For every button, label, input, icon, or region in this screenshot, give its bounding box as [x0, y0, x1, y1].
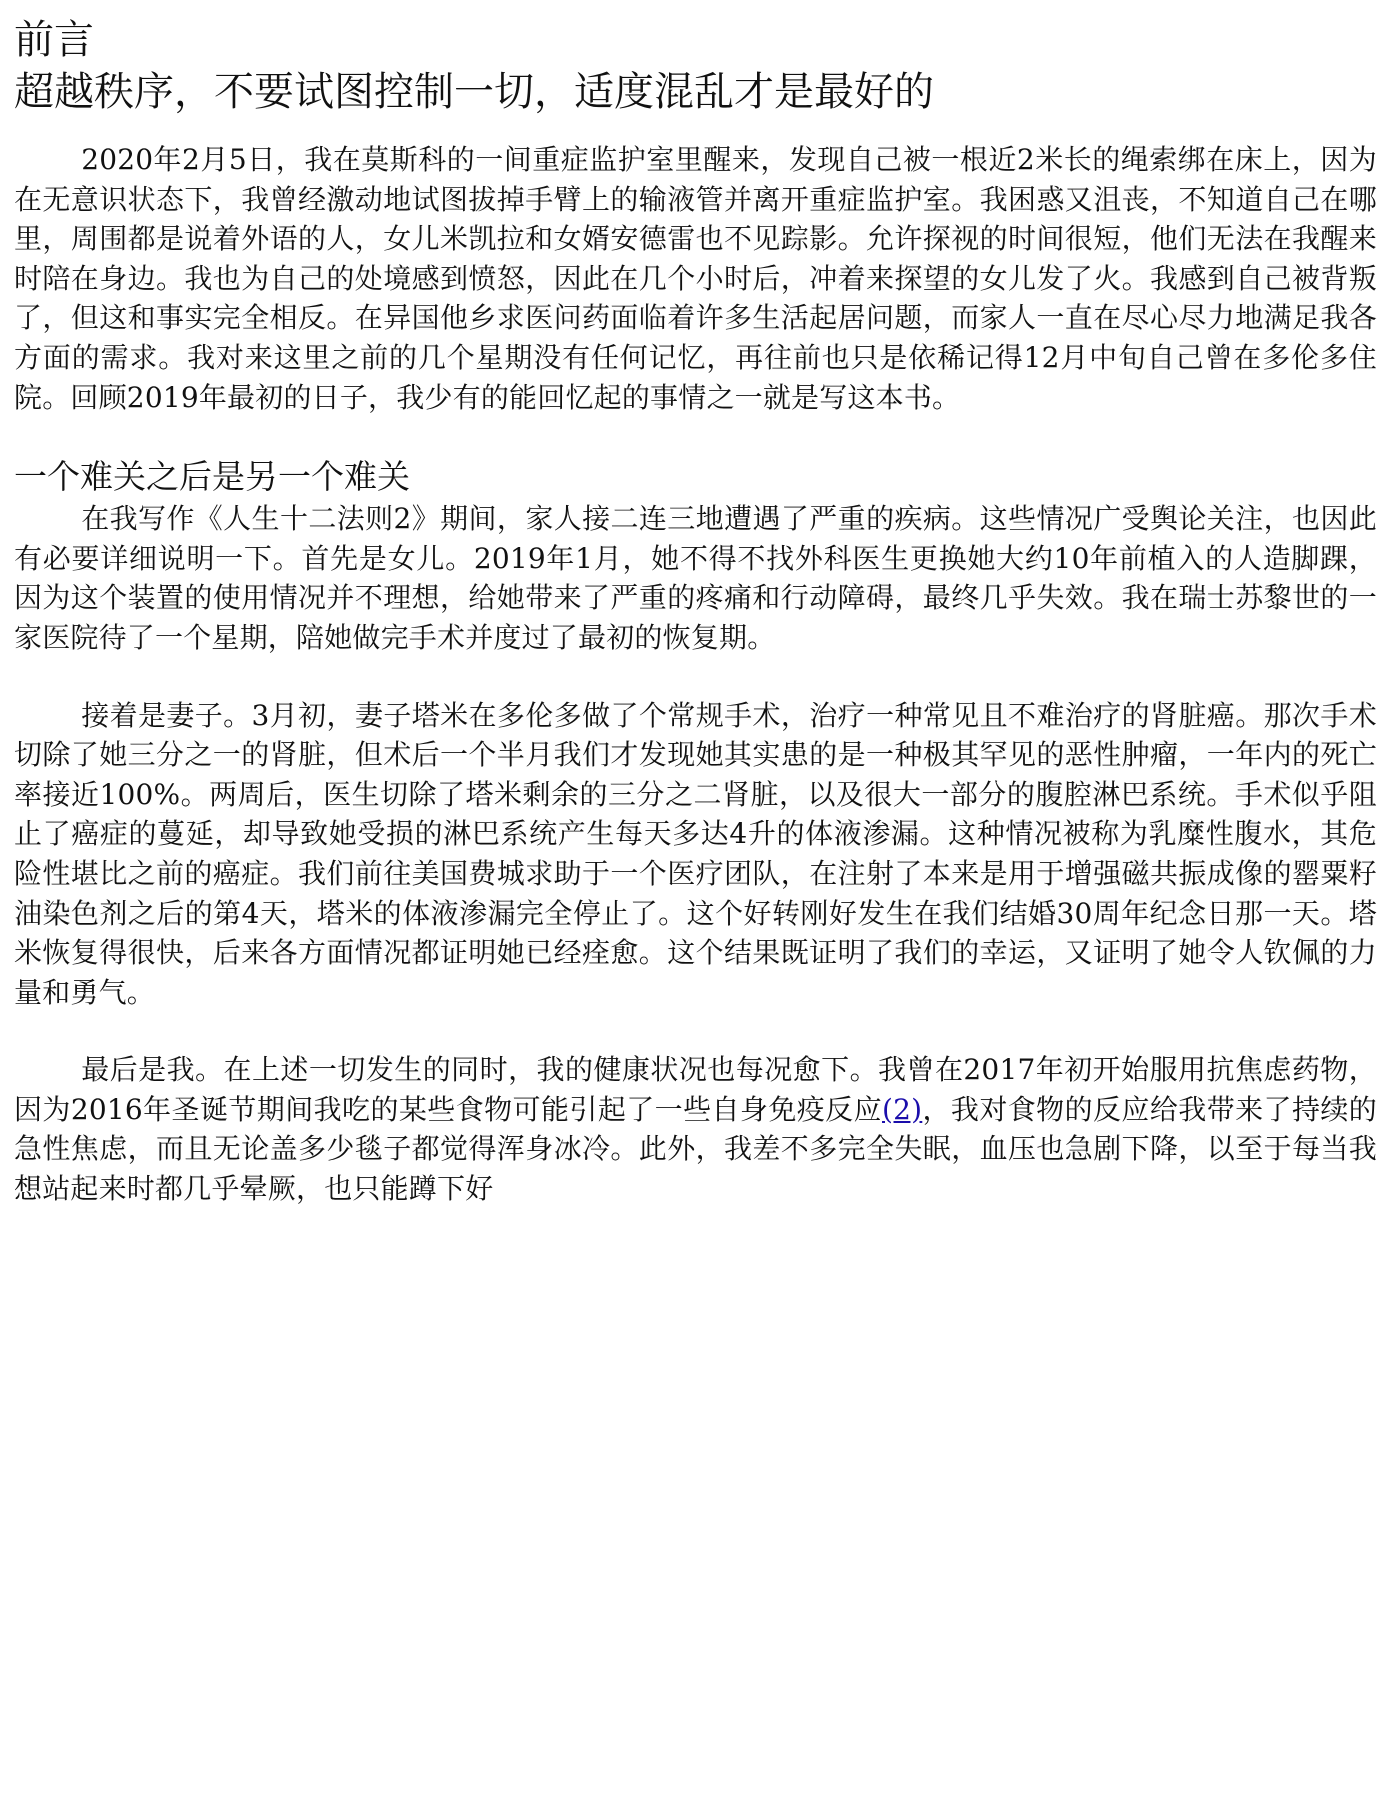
paragraph-4-text-start: 最后是我。在上述一切发生的同时，我的健康状况也每况愈下。我曾在2017年初开始服用抗焦虑药物，因为2016年圣诞节期间我吃的某些食物可能引起了一些自身免疫反应 [14, 1053, 1377, 1126]
paragraph-3: 接着是妻子。3月初，妻子塔米在多伦多做了个常规手术，治疗一种常见且不难治疗的肾脏癌。那次手术切除了她三分之一的肾脏，但术后一个半月我们才发现她其实患的是一种极其罕见的恶性肿瘤，一年内的死亡率接近100%。两周后，医生切除了塔米剩余的三分之二肾脏，以及很大一部分的腹腔淋巴系统。手术似乎阻止了癌症的蔓延，却导致她受损的淋巴系统产生每天多达4升的体液渗漏。这种情况被称为乳糜性腹水，其危险性堪比之前的癌症。我们前往美国费城求助于一个医疗团队，在注射了本来是用于增强磁共振成像的罂粟籽油染色剂之后的第4天，塔米的体液渗漏完全停止了。这个好转刚好发生在我们结婚30周年纪念日那一天。塔米恢复得很快，后来各方面情况都证明她已经痊愈。这个结果既证明了我们的幸运，又证明了她令人钦佩的力量和勇气。 [14, 698, 1377, 1009]
paragraph-1: 2020年2月5日，我在莫斯科的一间重症监护室里醒来，发现自己被一根近2米长的绳索绑在床上，因为在无意识状态下，我曾经激动地试图拔掉手臂上的输液管并离开重症监护室。我困惑又沮丧，不知道自己在哪里，周围都是说着外语的人，女儿米凯拉和女婿安德雷也不见踪影。允许探视的时间很短，他们无法在我醒来时陪在身边。我也为自己的处境感到愤怒，因此在几个小时后，冲着来探望的女儿发了火。我感到自己被背叛了，但这和事实完全相反。在异国他乡求医问药面临着许多生活起居问题，而家人一直在尽心尽力地满足我各方面的需求。我对来这里之前的几个星期没有任何记忆，再往前也只是依稀记得12月中旬自己曾在多伦多住院。回顾2019年最初的日子，我少有的能回忆起的事情之一就是写这本书。 [14, 143, 1377, 414]
paragraph-4 [14, 1050, 1377, 1208]
paragraph-2: 在我写作《人生十二法则2》期间，家人接二连三地遭遇了严重的疾病。这些情况广受舆论关注，也因此有必要详细说明一下。首先是女儿。2019年1月，她不得不找外科医生更换她大约10年前植入的人造脚踝，因为这个装置的使用情况并不理想，给她带来了严重的疼痛和行动障碍，最终几乎失效。我在瑞士苏黎世的一家医院待了一个星期，陪她做完手术并度过了最初的恢复期。 [14, 502, 1377, 654]
section-heading: 一个难关之后是另一个难关 [14, 457, 410, 497]
chapter-title: 超越秩序，不要试图控制一切，适度混乱才是最好的 [14, 69, 934, 115]
chapter-label: 前言 [14, 17, 94, 63]
paragraph-4-text-end: ，我对食物的反应给我带来了持续的急性焦虑，而且无论盖多少毯子都觉得浑身冰冷。此外，我差不多完全失眠，血压也急剧下降，以至于每当我想站起来时都几乎晕厥，也只能蹲下好 [14, 1092, 1377, 1206]
footnote-link[interactable]: (2) [882, 1092, 923, 1126]
